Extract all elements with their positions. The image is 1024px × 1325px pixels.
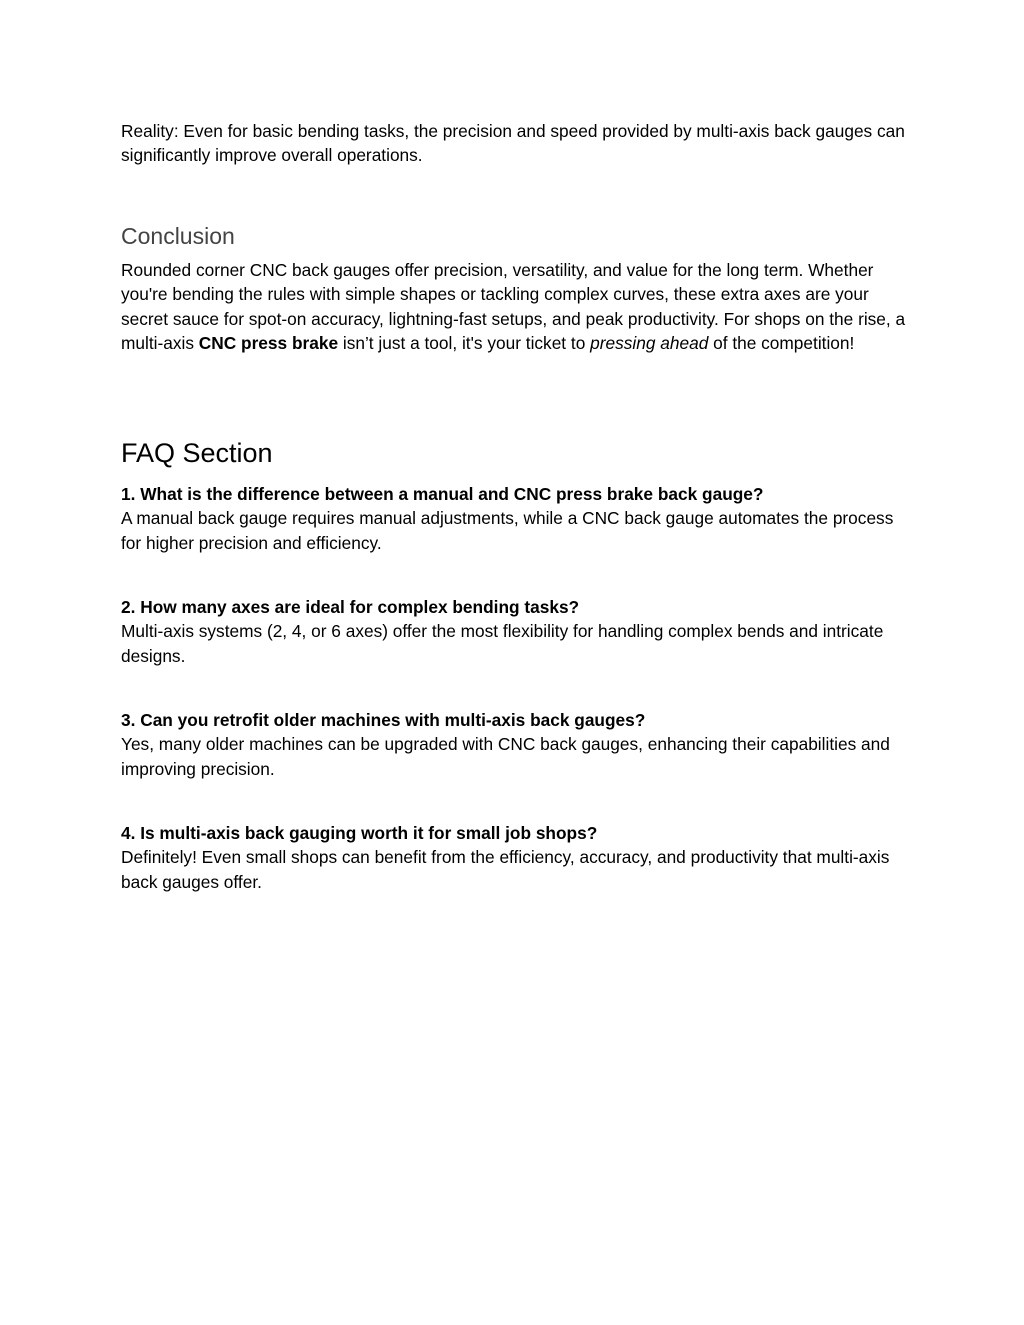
conclusion-text-part-1: Rounded corner CNC back gauges offer precision, versatility, and value for the long term. Whether you're bending the rules with simple shapes or tackling complex curves, these extra axes are your secret sauce for spot-on accuracy, lightning-fast setups, and peak productivity. For shops on the rise, a multi-axis xyxy=(121,260,906,354)
conclusion-text-part-3: of the competition! xyxy=(708,333,855,354)
conclusion-paragraph xyxy=(121,258,911,356)
faq-item xyxy=(121,595,911,668)
conclusion-heading: Conclusion xyxy=(121,223,235,249)
faq-question: 2. How many axes are ideal for complex bending tasks? xyxy=(121,597,580,617)
faq-answer: A manual back gauge requires manual adjustments, while a CNC back gauge automates the process for higher precision and efficiency. xyxy=(121,508,894,553)
conclusion-text-part-2: isn’t just a tool, it's your ticket to xyxy=(338,333,591,354)
conclusion-italic-phrase: pressing ahead xyxy=(590,333,709,354)
faq-answer: Definitely! Even small shops can benefit from the efficiency, accuracy, and productivity that multi-axis back gauges offer. xyxy=(121,847,890,892)
faq-question: 1. What is the difference between a manual and CNC press brake back gauge? xyxy=(121,484,764,504)
conclusion-bold-keyword: CNC press brake xyxy=(198,333,339,354)
faq-answer: Yes, many older machines can be upgraded with CNC back gauges, enhancing their capabilities and improving precision. xyxy=(121,734,890,779)
faq-heading: FAQ Section xyxy=(121,438,273,468)
faq-question: 4. Is multi-axis back gauging worth it for small job shops? xyxy=(121,823,598,843)
faq-question: 3. Can you retrofit older machines with multi-axis back gauges? xyxy=(121,710,646,730)
faq-answer: Multi-axis systems (2, 4, or 6 axes) offer the most flexibility for handling complex bends and intricate designs. xyxy=(121,621,884,666)
faq-item xyxy=(121,708,911,781)
faq-item xyxy=(121,482,911,555)
faq-item xyxy=(121,821,911,894)
reality-paragraph: Reality: Even for basic bending tasks, the precision and speed provided by multi-axis back gauges can significantly improve overall operations. xyxy=(121,121,905,166)
